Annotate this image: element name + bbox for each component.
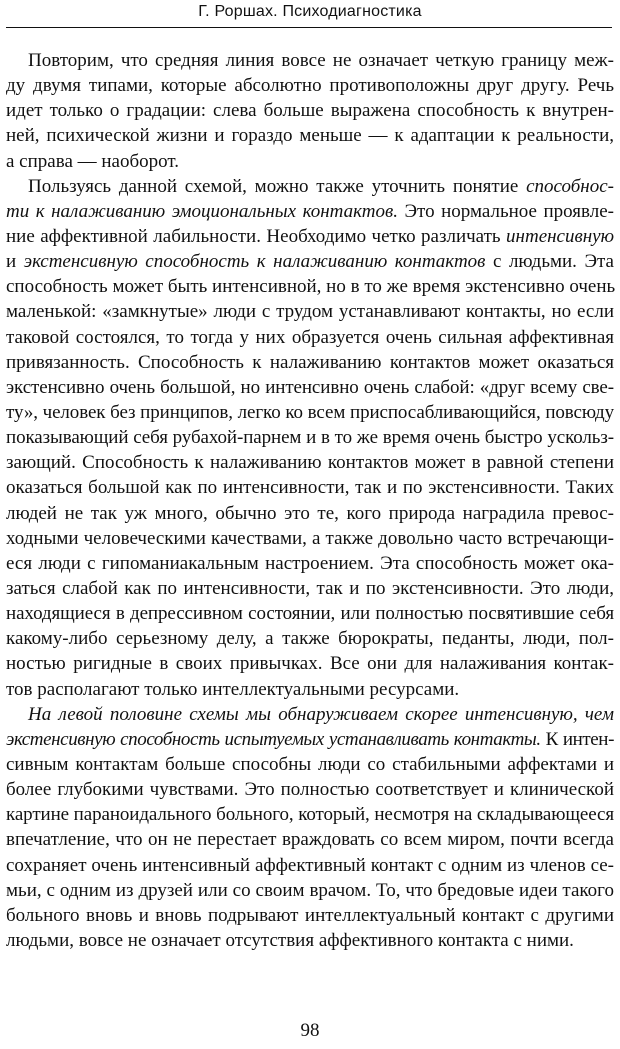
text-run: заться слабой как по интенсивности, так и по экстенсивности. Это люди, xyxy=(6,577,614,599)
text-line xyxy=(6,375,614,400)
italic-phrase: ти к налаживанию эмоциональных контактов. xyxy=(6,200,398,222)
text-run: привязанность. Способность к налаживанию контактов может оказаться xyxy=(6,351,614,373)
text-run: еся люди с гипоманиакальным настроением. Эта способность может ока- xyxy=(6,552,614,574)
text-run: идет только о градации: слева больше выражена способность к внутрен- xyxy=(6,100,614,122)
text-run: какому-либо серьезному делу, а также бюрократы, педанты, люди, пол- xyxy=(6,628,614,650)
text-run: ней, психической жизни и гораздо меньше — к адаптации к реальности, xyxy=(6,125,614,147)
text-line xyxy=(6,601,614,626)
italic-phrase: На левой половине схемы мы обнаруживаем скорее интенсивную, чем xyxy=(28,703,614,725)
text-run: Пользуясь данной схемой, можно также уточнить понятие xyxy=(28,175,527,197)
text-run: способность может быть интенсивной, но в то же время экстенсивно очень xyxy=(6,276,616,298)
body-text xyxy=(6,48,614,953)
text-run: а справа — наоборот. xyxy=(6,150,180,172)
italic-phrase: интенсивную xyxy=(506,225,614,247)
text-line xyxy=(6,48,614,73)
text-line xyxy=(6,475,614,500)
text-line xyxy=(6,73,614,98)
text-run: картине параноидального больного, который, несмотря на складывающееся xyxy=(6,804,614,826)
text-line xyxy=(6,224,614,249)
text-line xyxy=(6,400,614,425)
running-title: Г. Роршах. Психодиагностика xyxy=(198,3,422,20)
text-run: сохраняет очень интенсивный аффективный контакт с одним из членов се- xyxy=(6,854,614,876)
text-run: таковой состоялся, то тогда у них образуется очень сильная аффективная xyxy=(6,326,614,348)
text-line xyxy=(6,325,614,350)
text-run: оказаться большой как по интенсивности, так и по экстенсивности. Таких xyxy=(6,477,614,499)
text-run: людьми, вовсе не означает отсутствия аффективного контакта с ними. xyxy=(6,929,574,951)
text-line xyxy=(6,123,614,148)
text-line xyxy=(6,551,614,576)
text-run: зающий. Способность к налаживанию контактов может в равной степени xyxy=(6,452,614,474)
text-line xyxy=(6,903,614,928)
text-line xyxy=(6,853,614,878)
text-run: ностью ригидные в своих привычках. Все они для налаживания контак- xyxy=(6,653,614,675)
text-line xyxy=(6,651,614,676)
text-run: более глубокими чувствами. Это полностью соответствует и клинической xyxy=(6,779,614,801)
text-run: Это нормальное проявле- xyxy=(397,200,614,222)
italic-phrase: способнос- xyxy=(526,175,614,197)
text-line xyxy=(6,501,614,526)
text-line xyxy=(6,576,614,601)
italic-phrase: экстенсивную способность к налаживанию контактов xyxy=(23,251,486,273)
text-run: находящиеся в депрессивном состоянии, или полностью посвятившие себя xyxy=(6,603,614,625)
text-line xyxy=(6,878,614,903)
text-line xyxy=(6,752,614,777)
text-line xyxy=(6,702,614,727)
text-line xyxy=(6,450,614,475)
text-line xyxy=(6,274,614,299)
text-run: показывающий себя рубахой-парнем и в то же время очень быстро ускольз- xyxy=(6,427,614,449)
text-line xyxy=(6,149,614,174)
text-line xyxy=(6,199,614,224)
text-line xyxy=(6,802,614,827)
text-run: и xyxy=(6,251,24,273)
text-run: ду двумя типами, которые абсолютно противоположны друг другу. Речь xyxy=(6,75,614,97)
header-rule xyxy=(6,27,612,28)
text-run: К интен- xyxy=(540,728,615,750)
text-line xyxy=(6,350,614,375)
text-run: маленькой: «замкнутые» люди с трудом устанавливают контакты, но если xyxy=(6,301,614,323)
text-line xyxy=(6,928,614,953)
text-run: ние аффективной лабильности. Необходимо четко различать xyxy=(6,225,507,247)
text-run: впечатление, что он не перестает враждовать со всем миром, почти всегда xyxy=(6,829,614,851)
text-line xyxy=(6,425,614,450)
text-line xyxy=(6,526,614,551)
text-run: больного вновь и вновь подрывают интеллектуальный контакт с другими xyxy=(6,904,614,926)
text-run: Повторим, что средняя линия вовсе не означает четкую границу меж- xyxy=(28,50,614,71)
italic-phrase: экстенсивную способность испытуемых устанавливать контакты. xyxy=(6,728,541,750)
text-run: людей не так уж много, обычно это те, кого природа наградила превос- xyxy=(6,502,614,524)
text-line xyxy=(6,727,614,752)
text-line xyxy=(6,249,614,274)
text-line xyxy=(6,777,614,802)
text-line xyxy=(6,827,614,852)
text-run: тов располагают только интеллектуальными ресурсами. xyxy=(6,678,460,700)
text-run: с людьми. Эта xyxy=(485,251,614,273)
text-run: ту», человек без принципов, легко ко всем приспосабливающийся, повсюду xyxy=(6,401,614,423)
text-line xyxy=(6,98,614,123)
text-run: экстенсивно очень большой, но интенсивно очень слабой: «друг всему све- xyxy=(6,376,614,398)
text-run: сивным контактам больше способны люди со стабильными аффектами и xyxy=(6,753,614,775)
text-run: мьи, с одним из друзей или со своим врачом. То, что бредовые идеи такого xyxy=(6,879,614,901)
text-line xyxy=(6,174,614,199)
text-line xyxy=(6,626,614,651)
text-line xyxy=(6,299,614,324)
text-line xyxy=(6,677,614,702)
page-number: 98 xyxy=(300,1020,320,1041)
text-run: ходными человеческими качествами, а также довольно часто встречающи- xyxy=(6,527,614,549)
